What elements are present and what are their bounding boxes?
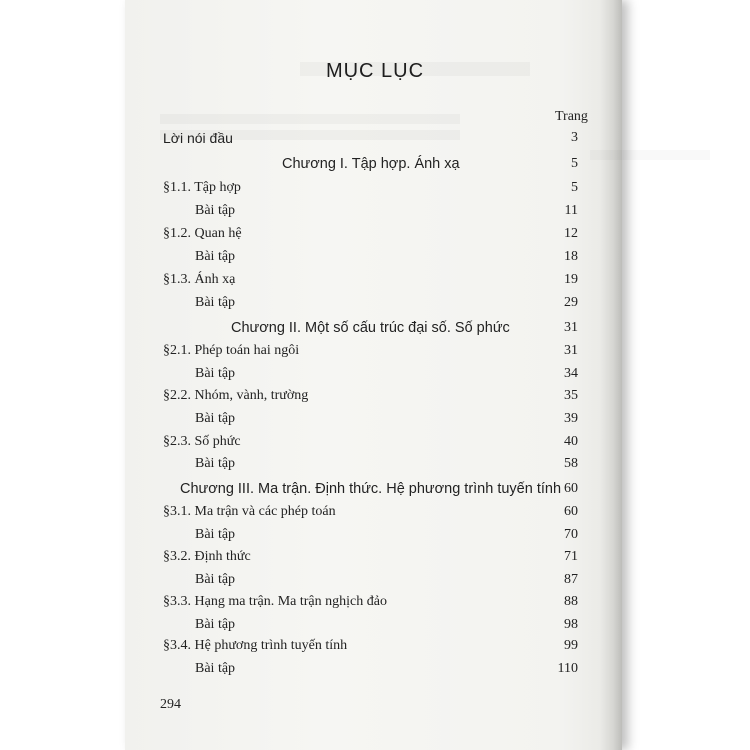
page-title: MỤC LỤC	[325, 60, 425, 82]
toc-entry-exercise	[0, 411, 750, 431]
toc-entry-page: 35	[564, 388, 578, 403]
toc-entry-exercise	[0, 572, 750, 592]
toc-entry-chapter	[0, 156, 750, 176]
toc-entry-label: Bài tập	[195, 249, 236, 264]
toc-entry-exercise	[0, 366, 750, 386]
toc-entry-label: Chương I. Tập hợp. Ánh xạ	[282, 156, 460, 172]
toc-entry-label: §1.2. Quan hệ	[163, 226, 242, 241]
toc-entry-label: §3.4. Hệ phương trình tuyến tính	[163, 638, 348, 653]
toc-entry-label: §3.3. Hạng ma trận. Ma trận nghịch đảo	[163, 594, 387, 609]
toc-entry-section	[0, 594, 750, 614]
toc-entry-page: 70	[564, 527, 578, 542]
toc-entry-label: Bài tập	[195, 661, 236, 676]
toc-entry-label: §3.2. Định thức	[163, 549, 251, 564]
toc-entry-label: §3.1. Ma trận và các phép toán	[163, 504, 336, 519]
page-number: 294	[160, 697, 181, 712]
toc-entry-page: 12	[564, 226, 578, 241]
toc-entry-section	[0, 272, 750, 292]
toc-entry-section	[0, 343, 750, 363]
toc-entry-section	[0, 180, 750, 200]
toc-entry-label: Chương III. Ma trận. Định thức. Hệ phương trình tuyến tính	[180, 481, 562, 497]
toc-entry-page: 98	[564, 617, 578, 632]
toc-entry-page: 99	[564, 638, 578, 653]
toc-entry-exercise	[0, 661, 750, 681]
toc-entry-page: 110	[557, 661, 578, 676]
toc-entry-page: 87	[564, 572, 578, 587]
toc-entry-label: Bài tập	[195, 456, 236, 471]
toc-entry-label: §2.1. Phép toán hai ngôi	[163, 343, 300, 358]
toc-entry-page: 34	[564, 366, 578, 381]
toc-entry-page: 5	[571, 156, 578, 171]
toc-entry-label: §1.1. Tập hợp	[163, 180, 241, 195]
toc-entry-label: Bài tập	[195, 572, 236, 587]
toc-entry-page: 58	[564, 456, 578, 471]
toc-entry-section	[0, 388, 750, 408]
toc-entry-intro	[0, 130, 750, 150]
toc-entry-label: Bài tập	[195, 617, 236, 632]
toc-entry-page: 5	[571, 180, 578, 195]
toc-entry-label: Chương II. Một số cấu trúc đại số. Số phức	[231, 320, 510, 336]
toc-entry-exercise	[0, 527, 750, 547]
toc-entry-section	[0, 638, 750, 658]
toc-entry-page: 31	[564, 320, 578, 335]
toc-entry-chapter	[0, 481, 750, 501]
toc-entry-page: 31	[564, 343, 578, 358]
page-column-header: Trang	[555, 109, 588, 124]
toc-entry-page: 71	[564, 549, 578, 564]
toc-entry-section	[0, 549, 750, 569]
toc-entry-page: 40	[564, 434, 578, 449]
toc-entry-label: §2.2. Nhóm, vành, trường	[163, 388, 309, 403]
toc-entry-page: 19	[564, 272, 578, 287]
toc-entry-exercise	[0, 295, 750, 315]
toc-entry-label: Bài tập	[195, 527, 236, 542]
toc-entry-page: 39	[564, 411, 578, 426]
toc-entry-label: Bài tập	[195, 366, 236, 381]
toc-entry-label: §1.3. Ánh xạ	[163, 272, 236, 287]
toc-entry-exercise	[0, 203, 750, 223]
toc-entry-exercise	[0, 456, 750, 476]
toc-entry-exercise	[0, 249, 750, 269]
toc-entry-page: 60	[564, 504, 578, 519]
toc-entry-label: Bài tập	[195, 295, 236, 310]
toc-entry-label: Lời nói đầu	[163, 130, 233, 146]
toc-entry-section	[0, 434, 750, 454]
toc-entry-section	[0, 226, 750, 246]
toc-entry-page: 11	[564, 203, 578, 218]
toc-entry-label: Bài tập	[195, 411, 236, 426]
toc-entry-chapter	[0, 320, 750, 340]
toc-entry-section	[0, 504, 750, 524]
toc-entry-page: 18	[564, 249, 578, 264]
toc-entry-page: 3	[571, 130, 578, 145]
toc-entry-label: §2.3. Số phức	[163, 434, 241, 449]
toc-entry-exercise	[0, 617, 750, 637]
toc-entry-page: 60	[564, 481, 578, 496]
toc-entry-label: Bài tập	[195, 203, 236, 218]
toc-entry-page: 29	[564, 295, 578, 310]
toc-entry-page: 88	[564, 594, 578, 609]
